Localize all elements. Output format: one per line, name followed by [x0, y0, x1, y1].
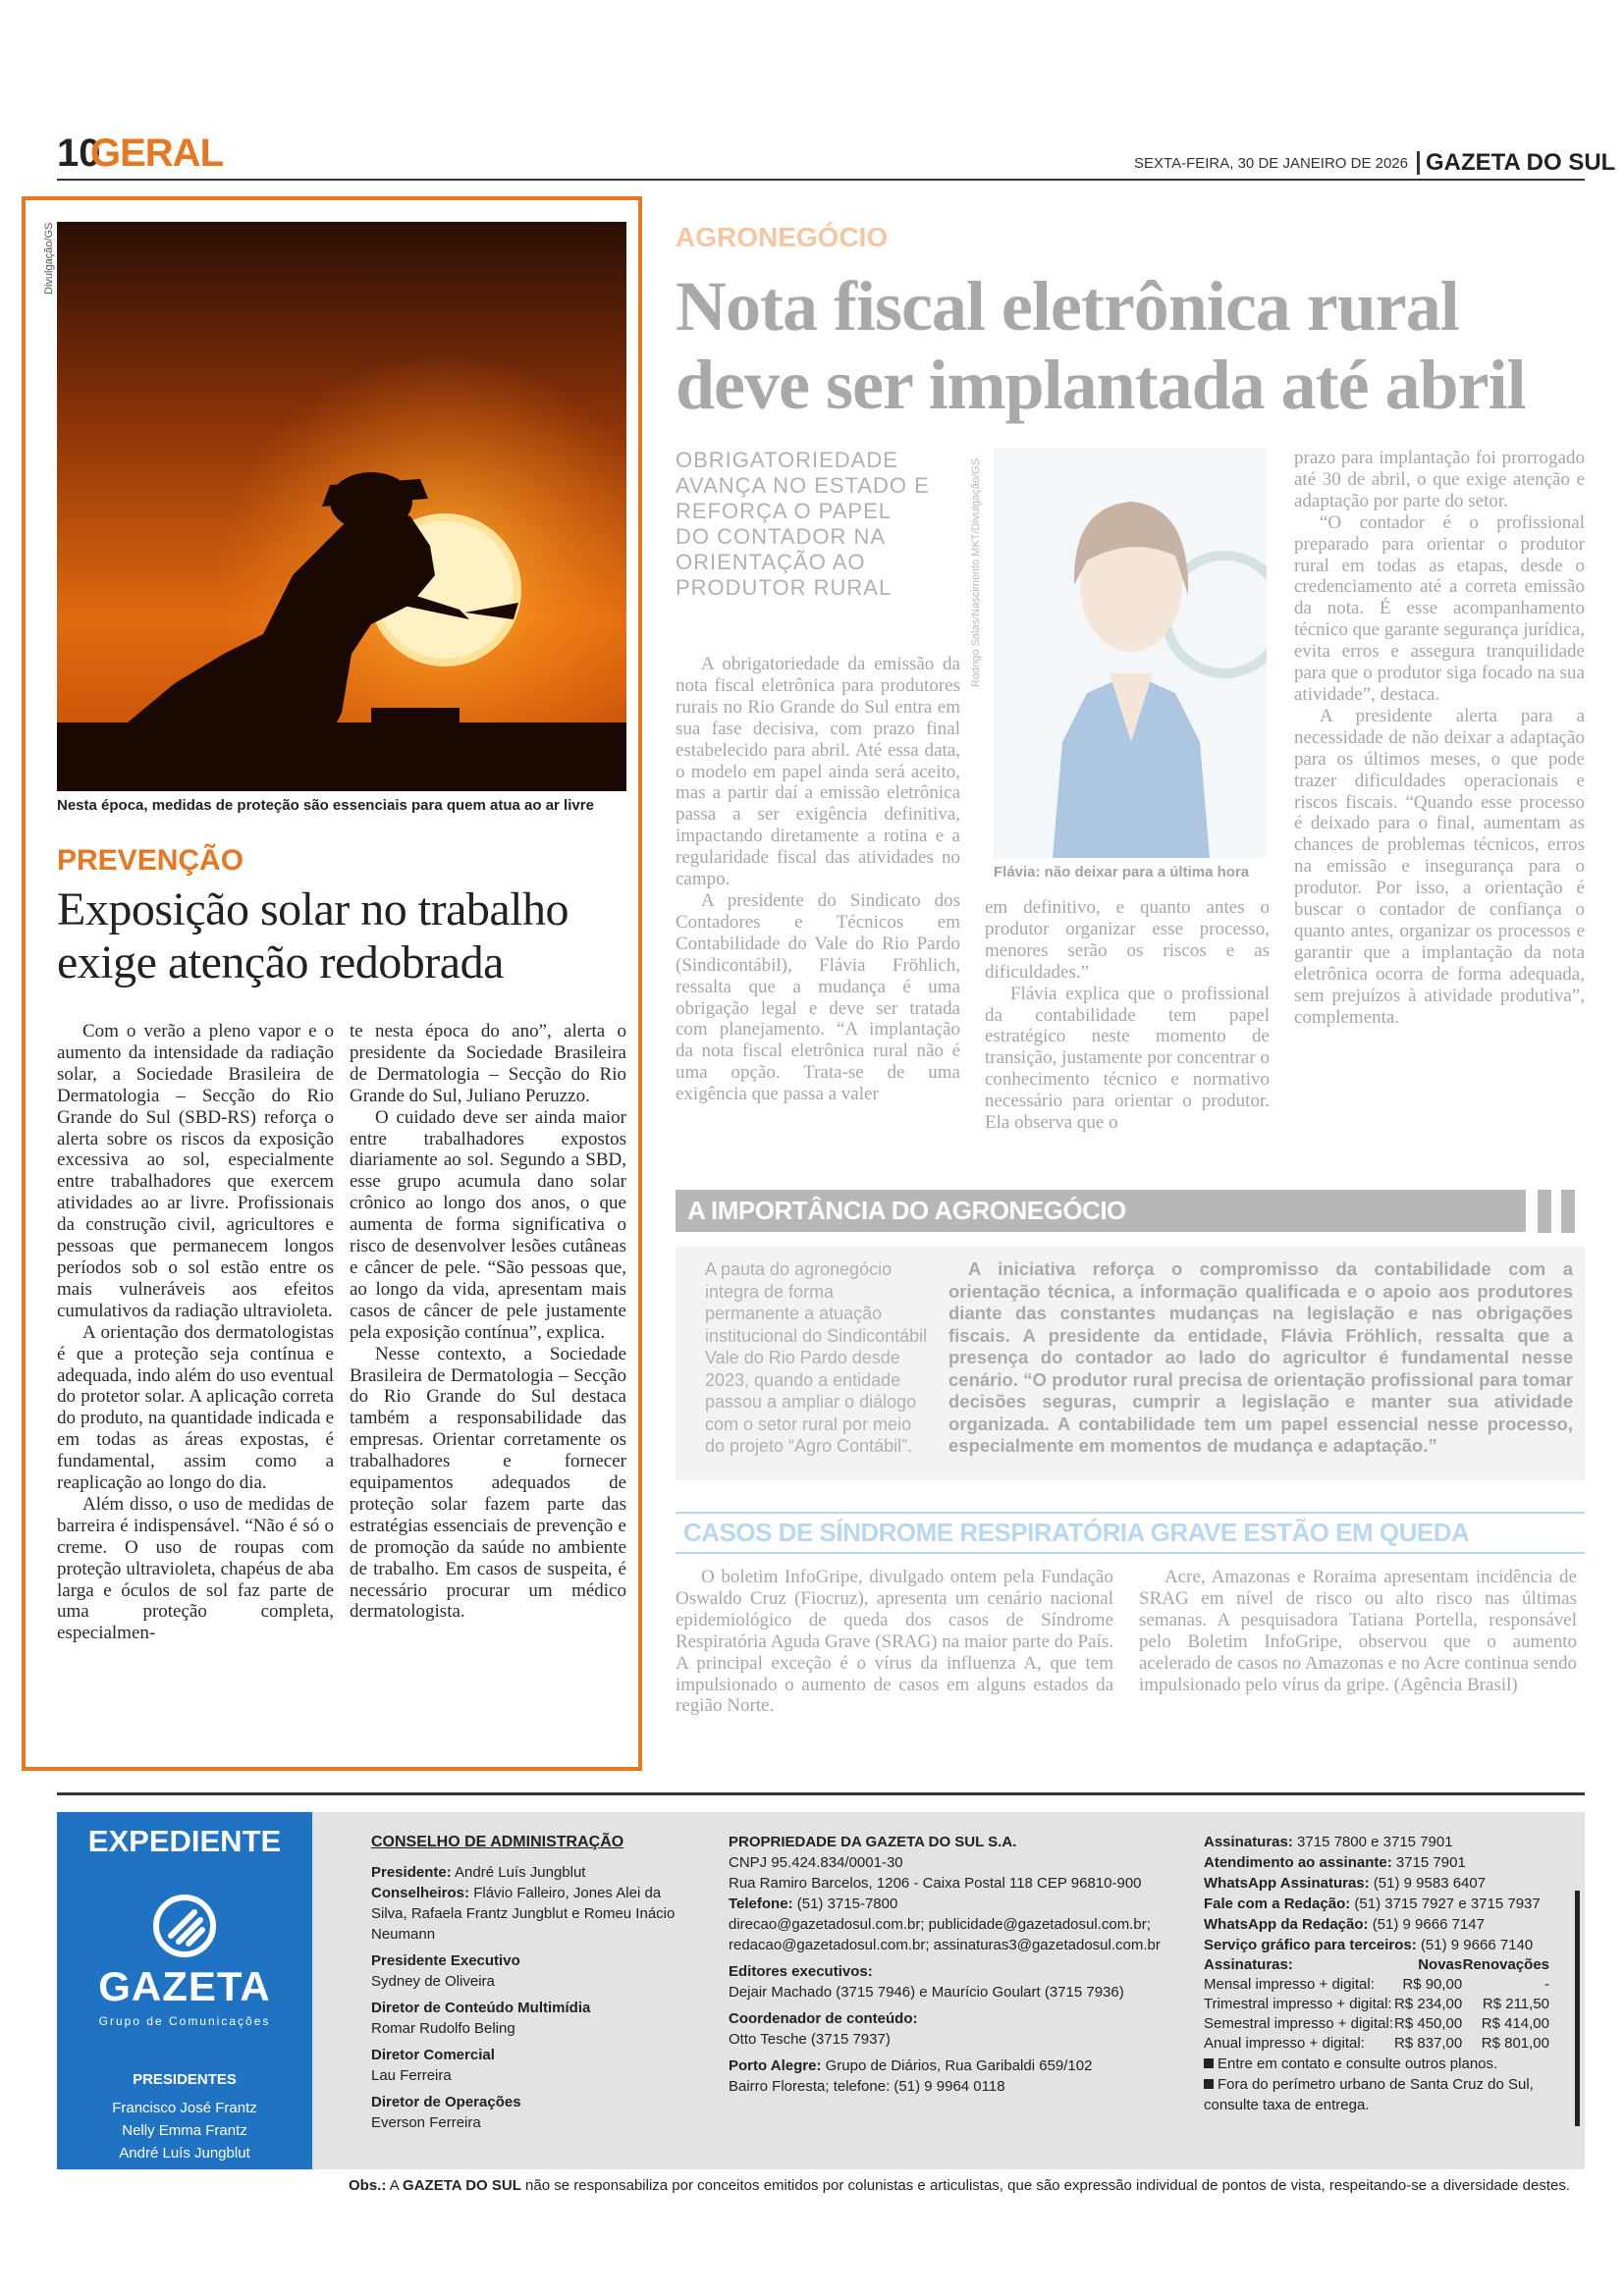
gazeta-logo-icon	[153, 1895, 216, 1957]
paragraph: A orientação dos dermatologistas é que a proteção seja contínua e adequada, indo além do uso eventual do protetor solar. A aplicação correta do produto, na quantidade indicada e em todas as áreas expostas, é fundamental, assim como a reaplicação ao longo do dia.	[57, 1321, 334, 1494]
page-number: 10	[57, 132, 101, 175]
propriedade-title: PROPRIEDADE DA GAZETA DO SUL S.A.	[729, 1834, 1017, 1850]
paragraph: prazo para implantação foi prorrogado até 30 de abril, o que exige atenção e adaptação por parte do setor.	[1294, 448, 1585, 511]
conteudo-name: Romar Rudolfo Beling	[371, 2020, 515, 2037]
rates-row	[1204, 2014, 1549, 2034]
paragraph: A obrigatoriedade da emissão da nota fiscal eletrônica para produtores rurais no Rio Grande do Sul entra em sua fase decisiva, com prazo final estabelecido para abril. Até essa data, o modelo em papel ainda será aceito, mas a partir daí a emissão eletrônica passa a ser exigência definitiva, impactando diretamente a rotina e a regularidade fiscal das atividades no campo.	[676, 654, 960, 890]
paragraph: Além disso, o uso de medidas de barreira é indispensável. “Não é só o creme. O uso de roupas com proteção ultravioleta, chapéus de aba larga e óculos de sol faz parte de uma proteção completa, especialmen-	[57, 1493, 334, 1644]
editores-label: Editores executivos:	[729, 1963, 873, 1980]
phone-label: Telefone:	[729, 1896, 793, 1912]
rates-header-cell: Assinaturas:	[1204, 1956, 1293, 1973]
exec-label: Presidente Executivo	[371, 1952, 520, 1969]
footer-rule	[57, 1792, 1585, 1795]
fale-label: Fale com a Redação:	[1204, 1896, 1351, 1912]
logo-subtitle: Grupo de Comunicações	[98, 2014, 271, 2028]
box-title: CASOS DE SÍNDROME RESPIRATÓRIA GRAVE ESTÃO EM QUEDA	[676, 1512, 1585, 1554]
article-column-3	[1294, 448, 1585, 1028]
paragraph: Acre, Amazonas e Roraima apresentam incidência de SRAG em nível de risco ou alto risco nas últimas semanas. A pesquisadora Tatiana Portella, responsável pelo Boletim InfoGripe, observou que o aumento acelerado de casos no Amazonas e no Acre continua sendo impulsionado pelo vírus da gripe. (Agência Brasil)	[1139, 1567, 1577, 1695]
paragraph: O boletim InfoGripe, divulgado ontem pela Fundação Oswaldo Cruz (Fiocruz), apresenta um cenário nacional epidemiológico de queda dos casos de Síndrome Respiratória Aguda Grave (SRAG) na maior parte do País. A principal exceção é o vírus da influenza A, que tem impulsionado o aumento de casos em alguns estados da região Norte.	[676, 1567, 1113, 1717]
editores-names: Dejair Machado (3715 7946) e Maurício Goulart (3715 7936)	[729, 1984, 1124, 2001]
box-side-text: A pauta do agronegócio integra de forma permanente a atuação institucional do Sindicontábil Vale do Rio Pardo desde 2023, quando a entidade passou a ampliar o diálogo com o setor rural por meio do projeto “Agro Contábil”.	[705, 1259, 928, 1456]
presidente-label: Presidente:	[371, 1864, 452, 1881]
obs-label: Obs.:	[349, 2177, 387, 2194]
article-column-1	[676, 654, 960, 1105]
rate-plan: Semestral impresso + digital:	[1204, 2015, 1393, 2032]
rate-renew: R$ 211,50	[1482, 1996, 1549, 2012]
conteudo-label: Diretor de Conteúdo Multimídia	[371, 2000, 591, 2016]
article-column-1	[676, 1567, 1113, 1717]
poa-address: Grupo de Diários, Rua Garibaldi 659/102	[825, 2057, 1093, 2074]
president-name: Nelly Emma Frantz	[122, 2122, 247, 2139]
section-name: GERAL	[90, 132, 223, 175]
emails[interactable]: direcao@gazetadosul.com.br; publicidade@gazetadosul.com.br;	[729, 1916, 1151, 1933]
address: Rua Ramiro Barcelos, 1206 - Caixa Postal 118 CEP 96810-900	[729, 1875, 1142, 1892]
atend-label: Atendimento ao assinante:	[1204, 1854, 1392, 1871]
comercial-name: Lau Ferreira	[371, 2067, 452, 2084]
rates-row	[1204, 1975, 1549, 1995]
rates-header	[1204, 1955, 1549, 1975]
assin-phone: 3715 7800 e 3715 7901	[1297, 1834, 1453, 1850]
sunset-worker-photo	[57, 222, 626, 791]
photo-credit: Rodrigo Salas/Nascimento MKT/Divulgação/GS	[970, 458, 982, 687]
waredacao-label: WhatsApp da Redação:	[1204, 1916, 1369, 1933]
atend-phone: 3715 7901	[1395, 1854, 1466, 1871]
cnpj: CNPJ 95.424.834/0001-30	[729, 1854, 903, 1871]
article-kicker: PREVENÇÃO	[57, 844, 244, 877]
rate-new: R$ 90,00	[1402, 1976, 1463, 1993]
emails[interactable]: redacao@gazetadosul.com.br; assinaturas3@gazetadosul.com.br	[729, 1937, 1161, 1953]
poa-address-2: Bairro Floresta; telefone: (51) 9 9964 0118	[729, 2078, 1005, 2095]
header-divider	[1417, 151, 1420, 175]
rates-note: Fora do perímetro urbano de Santa Cruz do Sul, consulte taxa de entrega.	[1204, 2076, 1534, 2113]
rate-renew: R$ 414,00	[1481, 2015, 1549, 2032]
phone: (51) 3715-7800	[796, 1896, 898, 1912]
header-rule	[57, 179, 1585, 181]
presidents-label: PRESIDENTES	[133, 2071, 237, 2088]
side-accent-bar	[1575, 1891, 1580, 2126]
disclaimer	[349, 2177, 1570, 2194]
article-kicker: AGRONEGÓCIO	[676, 222, 889, 252]
paragraph: Flávia explica que o profissional da contabilidade tem papel estratégico neste momento de transição, justamente por concentrar o conhecimento técnico e normativo necessário para orientar o produtor. Ela observa que o	[985, 983, 1270, 1134]
box-title: A IMPORTÂNCIA DO AGRONEGÓCIO	[676, 1190, 1526, 1232]
rates-table	[1204, 1955, 1549, 2054]
paragraph: “O contador é o profissional preparado para orientar o produtor rural em todas as etapas, desde o credenciamento até a correta emissão da nota. É esse acompanhamento técnico que garante segurança jurídica, evita erros e assegura tranquilidade para que o produtor siga focado na sua atividade”, destaca.	[1294, 511, 1585, 705]
conselho-title: CONSELHO DE ADMINISTRAÇÃO	[371, 1834, 624, 1850]
coord-label: Coordenador de conteúdo:	[729, 2010, 918, 2027]
president-name: André Luís Jungblut	[119, 2145, 250, 2162]
paragraph: O cuidado deve ser ainda maior entre trabalhadores expostos diariamente ao sol. Segundo a SBD, esse grupo acumula dano solar crônico ao longo dos anos, o que aumenta de forma significativa o risco de desenvolver lesões cutâneas e câncer de pele. “São pessoas que, ao longo da vida, apresentam mais casos de câncer de pele justamente pela exposição contínua”, explica.	[350, 1106, 626, 1343]
wa-label: WhatsApp Assinaturas:	[1204, 1875, 1370, 1892]
photo-credit: Divulgação/GS	[43, 222, 55, 294]
paragraph: Com o verão a pleno vapor e o aumento da intensidade da radiação solar, a Sociedade Brasileira de Dermatologia – Secção do Rio Grande do Sul (SBD-RS) reforça o alerta sobre os riscos da exposição excessiva ao sol, especialmente entre trabalhadores que exercem atividades ao ar livre. Profissionais da construção civil, agricultores e pessoas que permanecem longos períodos sob o sol estão entre os mais vulneráveis aos efeitos cumulativos da radiação ultravioleta.	[57, 1021, 334, 1321]
rate-plan: Mensal impresso + digital:	[1204, 1976, 1375, 1993]
title-accent-bar	[1561, 1190, 1575, 1233]
issue-date: SEXTA-FEIRA, 30 DE JANEIRO DE 2026	[1134, 155, 1408, 172]
box-main-text: A iniciativa reforça o compromisso da contabilidade com a orientação técnica, a informação qualificada e o apoio aos produtores diante das constantes mudanças na legislação e nas obrigações fiscais. A presidente da entidade, Flávia Fröhlich, ressalta que a presença do contador ao lado do agricultor é fundamental nesse cenário. “O produtor rural precisa de orientação profissional para tomar decisões seguras, cumprir a legislação e manter sua atividade organizada. A contabilidade tem um papel essencial nesse processo, especialmente em momentos de mudança e adaptação.”	[948, 1258, 1573, 1456]
exec-name: Sydney de Oliveira	[371, 1973, 495, 1990]
paragraph: Nesse contexto, a Sociedade Brasileira de Dermatologia – Secção do Rio Grande do Sul destaca também a responsabilidade das empresas. Orientar corretamente os trabalhadores e fornecer equipamentos adequados de proteção solar fazem parte das estratégias essenciais de prevenção e de promoção da saúde no ambiente de trabalho. Em casos de suspeita, é necessário procurar um médico dermatologista.	[350, 1343, 626, 1623]
flavia-portrait-photo	[994, 448, 1267, 858]
rate-new: R$ 450,00	[1394, 2015, 1463, 2032]
waredacao-phone: (51) 9 9666 7147	[1372, 1916, 1485, 1933]
assinaturas-block	[1204, 1832, 1577, 2115]
operacoes-name: Everson Ferreira	[371, 2114, 481, 2131]
obs-prefix: A	[389, 2177, 399, 2194]
expediente-title: EXPEDIENTE	[87, 1824, 282, 1858]
obs-newspaper: GAZETA DO SUL	[403, 2177, 521, 2194]
poa-label: Porto Alegre:	[729, 2057, 822, 2074]
coord-name: Otto Tesche (3715 7937)	[729, 2031, 891, 2048]
paragraph: A presidente do Sindicato dos Contadores e Técnicos em Contabilidade do Vale do Rio Pardo (Sindicontábil), Flávia Fröhlich, ressalta que a mudança é uma obrigação legal e deve ser tratada com planejamento. “A implantação da nota fiscal eletrônica rural não é uma opção. Trata-se de uma exigência que passa a valer	[676, 889, 960, 1105]
logo-name: GAZETA	[98, 1963, 271, 2009]
operacoes-label: Diretor de Operações	[371, 2094, 521, 2110]
article-column-1	[57, 1021, 334, 1644]
assin-label: Assinaturas:	[1204, 1834, 1293, 1850]
expediente-brand-box	[57, 1812, 312, 2169]
comercial-label: Diretor Comercial	[371, 2047, 495, 2063]
bullet-square-icon	[1204, 2079, 1214, 2089]
paragraph: em definitivo, e quanto antes o produtor organizar esse processo, menores serão os riscos e as dificuldades.”	[985, 897, 1270, 983]
conselho-block	[371, 1832, 695, 2133]
rates-row	[1204, 2034, 1549, 2054]
photo-caption: Flávia: não deixar para a última hora	[994, 864, 1250, 881]
article-column-2	[985, 897, 1270, 1134]
presidente-name: André Luís Jungblut	[455, 1864, 586, 1881]
photo-caption: Nesta época, medidas de proteção são essenciais para quem atua ao ar livre	[57, 797, 594, 814]
paragraph: A presidente alerta para a necessidade de não deixar a adaptação para os últimos meses, o que pode trazer dificuldades operacionais e riscos fiscais. “Quando esse processo é deixado para o final, aumentam as chances de problemas técnicos, erros na emissão e insegurança para o produtor. Por isso, a orientação é buscar o contador de confiança o quanto antes, organizar os processos e garantir que a implantação da nota eletrônica ocorra de forma adequada, sem prejuízos à atividade produtiva”, complementa.	[1294, 705, 1585, 1028]
rates-note: Entre em contato e consulte outros planos.	[1218, 2056, 1498, 2072]
article-column-2	[350, 1021, 626, 1623]
wa-phone: (51) 9 9583 6407	[1373, 1875, 1487, 1892]
newspaper-name: GAZETA DO SUL	[1426, 149, 1616, 176]
propriedade-block	[729, 1832, 1190, 2097]
president-name: Francisco José Frantz	[112, 2100, 257, 2116]
fale-phone: (51) 3715 7927 e 3715 7937	[1354, 1896, 1541, 1912]
title-accent-bar	[1538, 1190, 1551, 1233]
rate-plan: Anual impresso + digital:	[1204, 2035, 1365, 2052]
rate-new: R$ 234,00	[1394, 1996, 1463, 2012]
conselheiros-label: Conselheiros:	[371, 1885, 470, 1901]
bullet-square-icon	[1204, 2058, 1214, 2068]
rates-header-cell: Novas	[1418, 1956, 1463, 1973]
rate-new: R$ 837,00	[1394, 2035, 1463, 2052]
paragraph: te nesta época do ano”, alerta o presidente da Sociedade Brasileira de Dermatologia – Secção do Rio Grande do Sul, Juliano Peruzzo.	[350, 1021, 626, 1106]
article-column-2	[1139, 1567, 1577, 1695]
grafico-phone: (51) 9 9666 7140	[1420, 1937, 1534, 1953]
article-subtitle: OBRIGATORIEDADE AVANÇA NO ESTADO E REFORÇA O PAPEL DO CONTADOR NA ORIENTAÇÃO AO PRODUTOR RURAL	[676, 448, 930, 600]
grafico-label: Serviço gráfico para terceiros:	[1204, 1937, 1417, 1953]
article-title: Nota fiscal eletrônica rural deve ser implantada até abril	[676, 267, 1526, 424]
obs-text: não se responsabiliza por conceitos emitidos por colunistas e articulistas, que são expressão individual de pontos de vista, respeitando-se a diversidade destes.	[525, 2177, 1570, 2194]
rate-renew: -	[1544, 1976, 1549, 1993]
rates-row	[1204, 1995, 1549, 2014]
rate-renew: R$ 801,00	[1481, 2035, 1549, 2052]
rate-plan: Trimestral impresso + digital:	[1204, 1996, 1392, 2012]
conselheiros-names: Flávio Falleiro, Jones Alei da Silva, Rafaela Frantz Jungblut e Romeu Inácio Neumann	[371, 1885, 676, 1943]
presidents-list	[57, 2097, 312, 2164]
article-title: Exposição solar no trabalho exige atenção redobrada	[57, 883, 569, 988]
rates-header-cell: Renovações	[1462, 1956, 1549, 1973]
